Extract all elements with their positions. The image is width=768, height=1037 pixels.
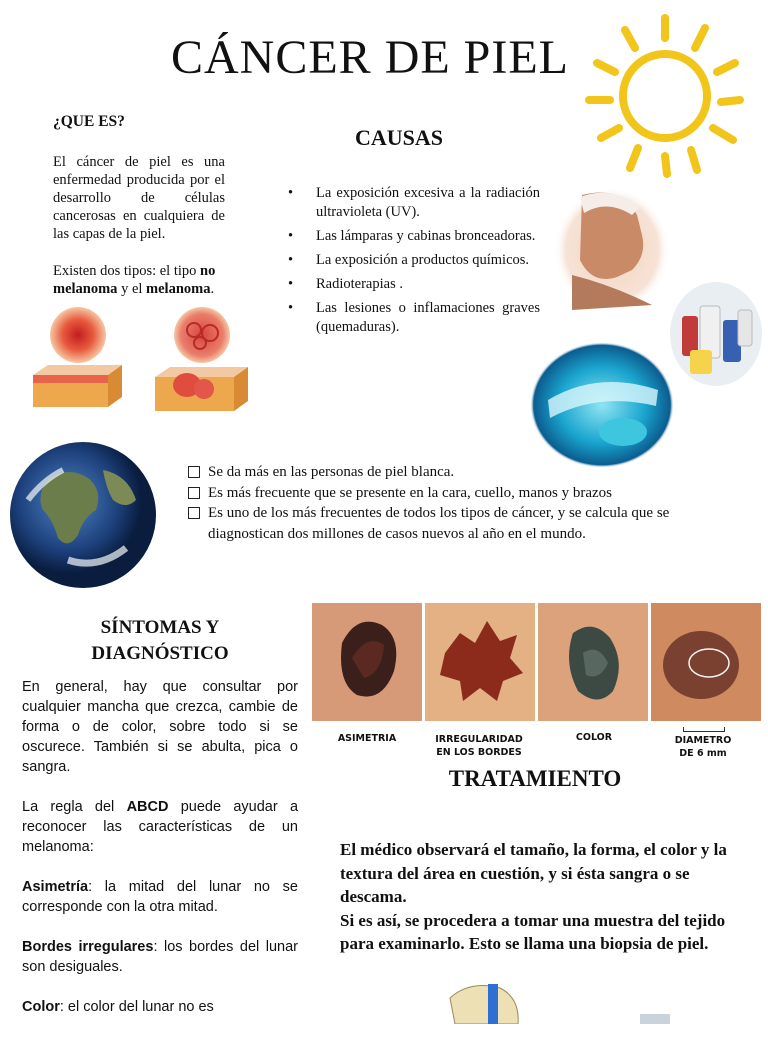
earth-icon [8, 440, 158, 590]
page-title: CÁNCER DE PIEL [171, 31, 569, 84]
list-item: • Radioterapias . [288, 275, 540, 294]
sun-icon [585, 8, 745, 178]
causas-heading: CAUSAS [355, 125, 444, 150]
list-item: Se da más en las personas de piel blanca. [184, 462, 674, 483]
checkbox-icon [188, 466, 200, 478]
types-text: Existen dos tipos: el tipo no melanoma y el melanoma. [53, 263, 216, 297]
list-item: Es más frecuente que se presente en la cara, cuello, manos y brazos [184, 483, 674, 504]
biopsy-illustration [440, 978, 680, 1024]
irregular-border-label: IRREGULARIDAD EN LOS BORDES [435, 734, 523, 758]
list-item: Es uno de los más frecuentes de todos los tipos de cáncer, y se calcula que se diagnostican dos millones de casos nuevos al año en el mundo. [184, 503, 674, 544]
color-mole-image [538, 603, 648, 721]
abcd-images [312, 603, 760, 725]
facts-list [184, 462, 674, 544]
diameter-label: DIAMETRO DE 6 mm [674, 735, 732, 759]
causas-list [288, 184, 540, 342]
tratamiento-text: El médico observará el tamaño, la forma, el color y la textura del área en cuestión, y si ésta sangra o se descama. Si es así, se procedera a tomar una muestra del tejido para examinarlo. Esto se llama una biopsia de piel. [340, 840, 727, 953]
non-melanoma-illustration [28, 305, 126, 415]
list-item: • Las lámparas y cabinas bronceadoras. [288, 227, 540, 246]
asymmetry-label: ASIMETRIA [337, 733, 397, 744]
irregular-border-mole-image [425, 603, 535, 721]
list-item: • La exposición a productos químicos. [288, 251, 540, 270]
sintomas-heading: SÍNTOMAS Y DIAGNÓSTICO [91, 617, 229, 664]
que-es-text: El cáncer de piel es una enfermedad producida por el desarrollo de células cancerosas en cualquiera de las capas de la piel. [53, 154, 225, 242]
sintomas-text: En general, hay que consultar por cualquier mancha que crezca, cambie de forma o de color, sobre todo si se oscurece. También si se abulta, pica o sangra. La regla del ABCD puede ayudar a reconocer las características de un melanoma: Asimetría: la mitad del lunar no se corresponde con la otra mitad. Bordes irregulares: los bordes del lunar son desiguales. Color: el color del lunar no es [22, 679, 299, 1015]
list-item: • Las lesiones o inflamaciones graves (quemaduras). [288, 299, 540, 337]
melanoma-illustration [152, 305, 252, 415]
que-es-heading: ¿QUE ES? [53, 113, 125, 130]
asymmetry-mole-image [312, 603, 422, 721]
diameter-mole-image [651, 603, 761, 721]
color-label: COLOR [575, 732, 613, 743]
tanning-bed-photo [528, 340, 676, 470]
checkbox-icon [188, 487, 200, 499]
list-item: • La exposición excesiva a la radiación ultravioleta (UV). [288, 184, 540, 222]
chemicals-photo [668, 280, 764, 388]
woman-photo [552, 185, 672, 315]
checkbox-icon [188, 507, 200, 519]
tratamiento-heading: TRATAMIENTO [448, 766, 622, 791]
diameter-scale-icon [683, 727, 725, 732]
